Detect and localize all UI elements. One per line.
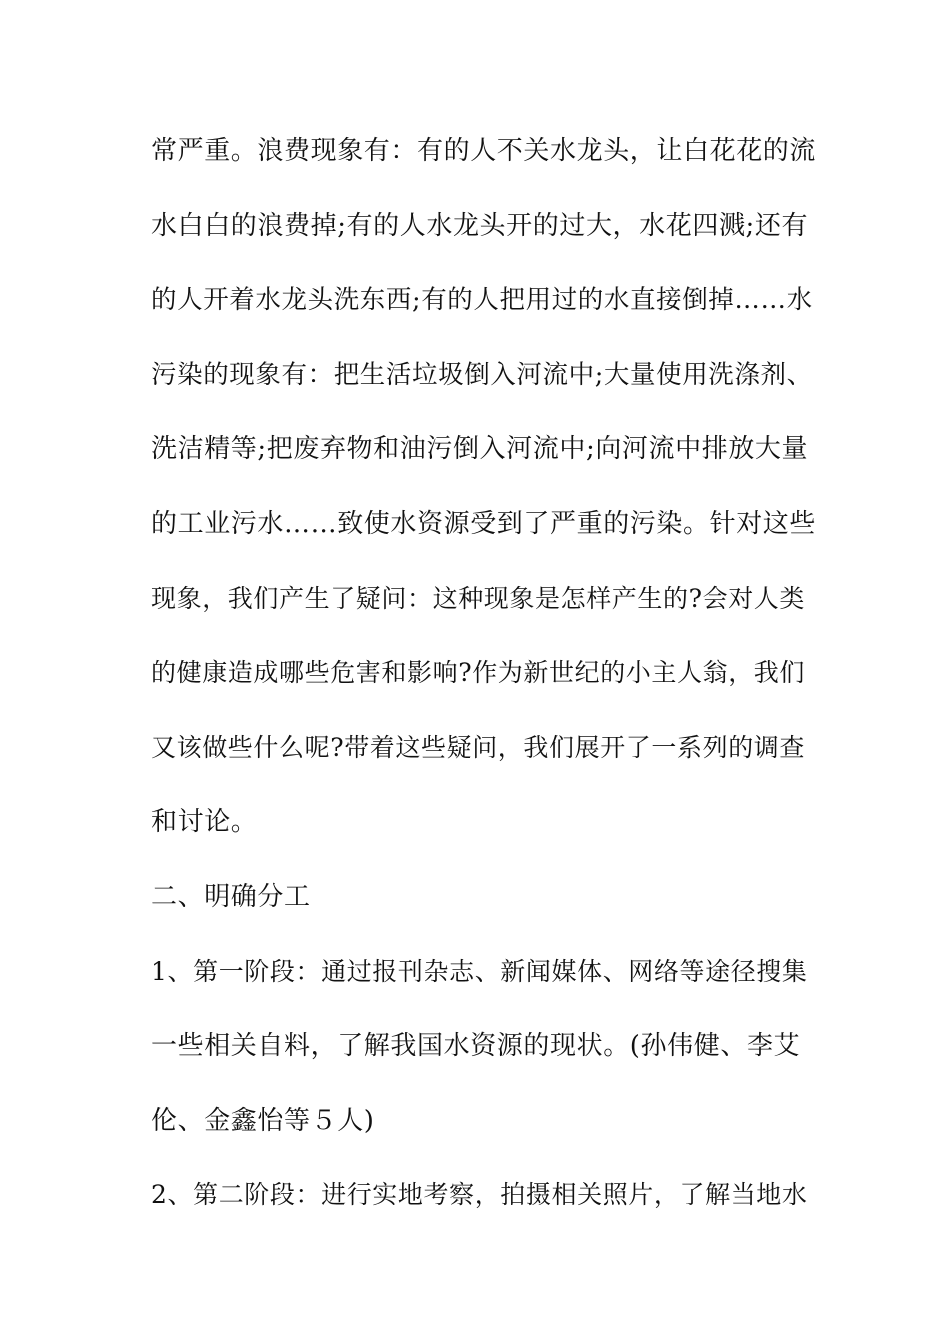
text-line-13: 一些相关自料，了解我国水资源的现状。(孙伟健、李艾	[151, 1031, 801, 1062]
text-line-4: 污染的现象有：把生活垃圾倒入河流中;大量使用洗涤剂、	[151, 359, 813, 390]
text-line-2: 水白白的浪费掉;有的人水龙头开的过大，水花四溅;还有	[151, 210, 809, 241]
text-line-14: 伦、金鑫怡等５人)	[151, 1105, 375, 1136]
text-line-6: 的工业污水……致使水资源受到了严重的污染。针对这些	[151, 508, 817, 539]
text-line-9: 又该做些什么呢?带着这些疑问，我们展开了一系列的调查	[151, 732, 806, 762]
text-line-8: 的健康造成哪些危害和影响?作为新世纪的小主人翁，我们	[151, 658, 806, 688]
text-line-3: 的人开着水龙头洗东西;有的人把用过的水直接倒掉……水	[151, 285, 813, 316]
text-line-7: 现象，我们产生了疑问：这种现象是怎样产生的?会对人类	[151, 583, 806, 613]
document-body	[151, 128, 817, 1247]
text-line-15: 2、第二阶段：进行实地考察，拍摄相关照片，了解当地水	[151, 1180, 808, 1210]
text-line-10: 和讨论。	[151, 807, 258, 838]
section-heading: 二、明确分工	[151, 881, 311, 912]
text-line-5: 洗洁精等;把废弃物和油污倒入河流中;向河流中排放大量	[151, 434, 809, 465]
text-line-1: 常严重。浪费现象有：有的人不关水龙头，让白花花的流	[151, 136, 817, 166]
text-line-12: 1、第一阶段：通过报刊杂志、新闻媒体、网络等途径搜集	[151, 956, 808, 986]
